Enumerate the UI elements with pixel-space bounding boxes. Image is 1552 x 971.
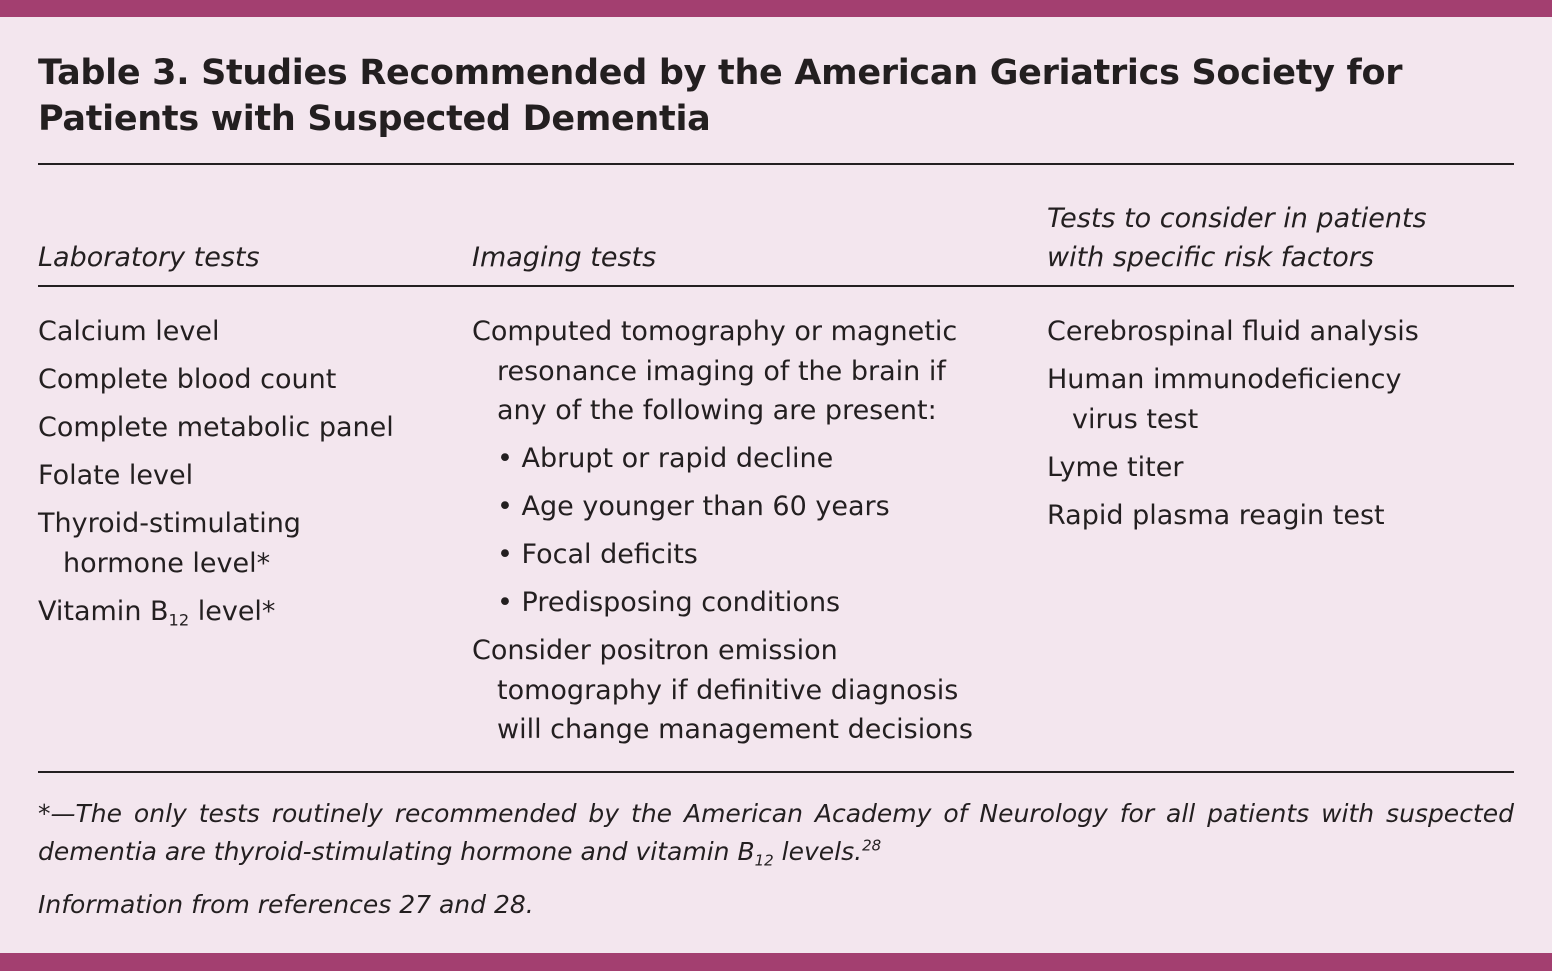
imaging-column bbox=[472, 312, 982, 758]
list-item: • Age younger than 60 years bbox=[497, 491, 890, 522]
list-item: Thyroid-stimulating hormone level* bbox=[38, 508, 301, 579]
list-item: Complete metabolic panel bbox=[38, 412, 394, 443]
top-accent-bar bbox=[0, 0, 1552, 17]
list-item: • Focal deficits bbox=[497, 539, 698, 570]
list-item: Rapid plasma reagin test bbox=[1047, 499, 1385, 531]
list-item: Consider positron emission tomography if definitive diagnosis will change management decisions bbox=[472, 635, 973, 745]
laboratory-column bbox=[38, 312, 438, 640]
bottom-accent-bar bbox=[0, 953, 1552, 971]
footnote: *—The only tests routinely recommended by the American Academy of Neurology for all patients with suspected dementia are thyroid-stimulating hormone and vitamin $B_{12}$ levels.$^{28}$ bbox=[38, 799, 1514, 870]
list-item: • Abrupt or rapid decline bbox=[497, 443, 834, 474]
list-item: Complete blood count bbox=[38, 364, 337, 395]
header-risk: Tests to consider in patients with specific risk factors bbox=[1047, 203, 1427, 273]
divider bbox=[38, 285, 1514, 287]
list-item: Computed tomography or magnetic resonance imaging of the brain if any of the following are present: bbox=[472, 316, 958, 426]
header-imaging: Imaging tests bbox=[472, 242, 657, 273]
table-title: Table 3. Studies Recommended by the American Geriatrics Society for Patients with Suspected Dementia bbox=[38, 53, 1403, 139]
divider bbox=[38, 771, 1514, 773]
list-item: Calcium level bbox=[38, 316, 220, 347]
risk-column bbox=[1047, 312, 1467, 544]
list-item: Human immunodeficiency virus test bbox=[1047, 364, 1402, 435]
header-laboratory: Laboratory tests bbox=[38, 242, 260, 273]
source-note: Information from references 27 and 28. bbox=[38, 890, 534, 919]
list-item: Vitamin $B_{12}$ level* bbox=[38, 595, 276, 630]
list-item: • Predisposing conditions bbox=[497, 587, 841, 618]
list-item: Cerebrospinal fluid analysis bbox=[1047, 316, 1419, 347]
divider bbox=[38, 163, 1514, 165]
list-item: Folate level bbox=[38, 460, 194, 491]
list-item: Lyme titer bbox=[1047, 451, 1184, 483]
